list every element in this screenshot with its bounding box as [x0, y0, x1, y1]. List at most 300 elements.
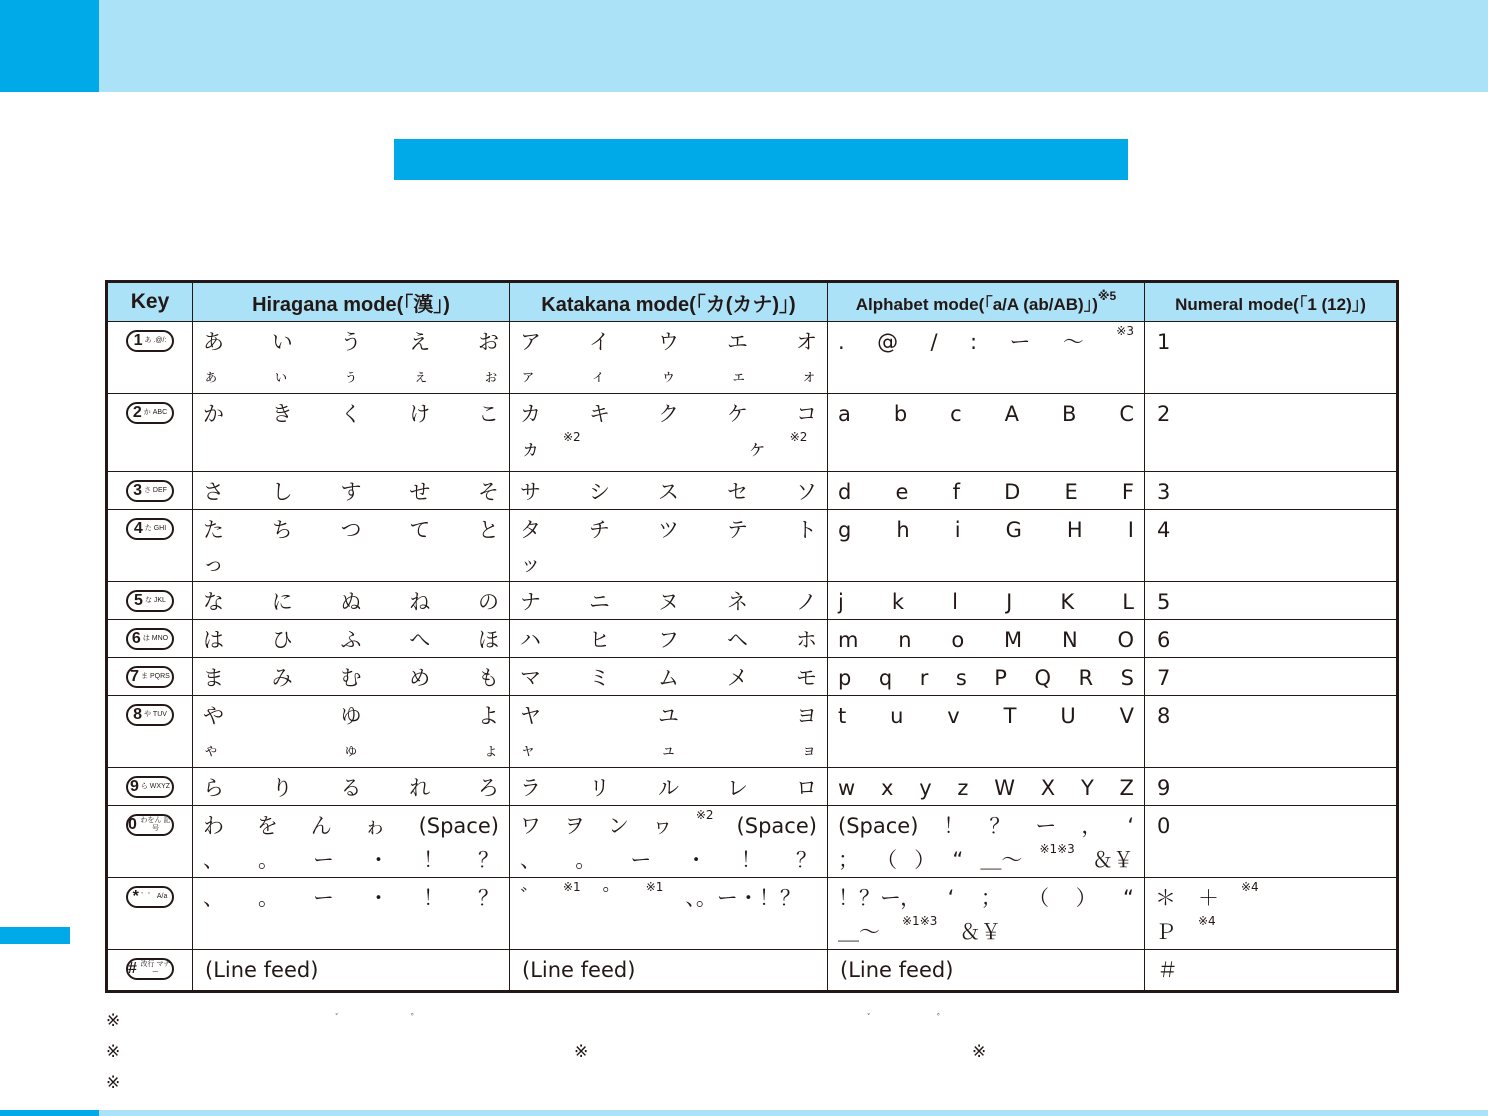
char-line — [203, 325, 499, 359]
char: や — [203, 704, 224, 728]
header-tab — [0, 0, 99, 92]
char: も — [478, 666, 499, 690]
alphabet-cell — [828, 878, 1145, 950]
note-mark: ※1 — [563, 880, 581, 894]
cell-content — [193, 394, 509, 431]
key-sublabel: ら WXYZ — [140, 783, 171, 790]
char: Q — [1034, 666, 1051, 690]
key-3-icon — [126, 480, 174, 502]
char: サ — [520, 480, 541, 504]
key-sublabel: な JKL — [144, 597, 166, 604]
char: を — [256, 814, 278, 838]
char: ぃ — [272, 366, 289, 385]
hiragana-cell — [193, 394, 510, 472]
alphabet-cell — [828, 582, 1145, 620]
cell-content — [510, 394, 827, 465]
key-number: 3 — [133, 482, 142, 499]
char: ＆￥ — [1091, 848, 1134, 872]
key-8-icon — [126, 704, 174, 726]
key-number: 8 — [133, 706, 142, 723]
char: な — [203, 590, 224, 614]
char: ゥ — [660, 366, 677, 385]
char-line — [203, 699, 499, 733]
char: ！ — [423, 848, 444, 872]
hiragana-cell — [193, 620, 510, 658]
char: ！？ー， — [838, 886, 922, 910]
note-mark: ※2 — [563, 430, 581, 444]
dakuten-mark: ゛ — [867, 1014, 877, 1024]
char: ル — [658, 776, 679, 800]
katakana-cell — [510, 582, 828, 620]
char: g — [838, 518, 852, 542]
cell-content — [828, 394, 1144, 431]
header-hiragana: Hiragana mode(「漢」) — [193, 282, 510, 322]
key-sublabel: さ DEF — [143, 487, 167, 494]
alphabet-cell — [828, 510, 1145, 582]
char: u — [890, 704, 904, 728]
cell-content — [193, 878, 509, 915]
table-row — [107, 950, 1398, 992]
char-line — [203, 881, 499, 915]
char: ァ — [520, 366, 537, 385]
cell-content — [193, 472, 509, 509]
char: ィ — [590, 366, 607, 385]
char: ー — [1009, 330, 1031, 354]
char-line — [203, 661, 499, 695]
char: ぅ — [342, 366, 359, 385]
char-line — [203, 623, 499, 657]
footer-band — [0, 1110, 1488, 1116]
char: ゛ — [520, 886, 541, 910]
char: l — [952, 590, 959, 614]
key-cell — [107, 768, 193, 806]
char: の — [478, 590, 499, 614]
char: は — [203, 628, 224, 652]
char: ネ — [727, 590, 748, 614]
char: ！ — [943, 814, 965, 838]
char: k — [891, 590, 905, 614]
char: し — [271, 480, 293, 504]
char: e — [895, 480, 909, 504]
cell-content — [193, 620, 509, 657]
char: ； — [838, 848, 859, 872]
cell-content — [828, 878, 1144, 949]
hiragana-cell — [193, 806, 510, 878]
char: G — [1005, 518, 1022, 542]
char-line — [520, 843, 817, 877]
char: x — [880, 776, 894, 800]
char: ホ — [796, 628, 817, 652]
char: さ — [203, 480, 224, 504]
char-line — [520, 661, 817, 695]
char: ソ — [796, 480, 817, 504]
hiragana-cell — [193, 658, 510, 696]
char: つ — [340, 518, 362, 542]
key-number: # — [128, 960, 137, 977]
char: （ — [876, 848, 898, 872]
key-6-icon — [126, 628, 174, 650]
key-number: 1 — [133, 332, 143, 349]
char: ラ — [520, 776, 541, 800]
char-line — [838, 623, 1134, 657]
char: へ — [409, 628, 431, 652]
numeral-value: 8 — [1157, 704, 1171, 728]
char: ＿～ — [980, 848, 1023, 872]
cell-content — [1145, 878, 1396, 949]
char: f — [952, 480, 960, 504]
key-7-icon — [126, 666, 174, 688]
hiragana-cell — [193, 878, 510, 950]
side-index-tab — [0, 927, 70, 944]
char: ＋ — [1198, 886, 1219, 910]
numeral-value: 1 — [1157, 330, 1171, 354]
cell-content — [828, 510, 1144, 547]
char: テ — [727, 518, 748, 542]
table-row — [107, 658, 1398, 696]
character-assignment-table — [105, 280, 1399, 993]
char: ゎ — [364, 814, 386, 838]
cell-content — [828, 620, 1144, 657]
numeral-value: 5 — [1157, 590, 1171, 614]
key-cell — [107, 510, 193, 582]
char: (Space) — [418, 814, 499, 838]
char-line — [520, 881, 817, 915]
char: E — [1064, 480, 1078, 504]
char: ？ — [478, 848, 499, 872]
char: い — [271, 330, 293, 354]
char: p — [838, 666, 852, 690]
char: そ — [478, 480, 499, 504]
cell-content — [510, 472, 827, 509]
char: ら — [203, 776, 224, 800]
cell-content — [510, 620, 827, 657]
char: ヵ — [520, 436, 541, 460]
line-feed-text: (Line feed) — [840, 958, 954, 982]
char: L — [1122, 590, 1134, 614]
char: れ — [409, 776, 431, 800]
char: ぉ — [482, 366, 499, 385]
key-number: 0 — [128, 816, 137, 833]
header-katakana: Katakana mode(「カ(カナ)」) — [510, 282, 828, 322]
char: こ — [478, 402, 499, 426]
char: m — [838, 628, 859, 652]
key-cell — [107, 582, 193, 620]
table-row — [107, 394, 1398, 472]
char: お — [478, 330, 499, 354]
char: マ — [520, 666, 541, 690]
char-line — [838, 585, 1134, 619]
char: ょ — [482, 740, 499, 759]
char: r — [919, 666, 929, 690]
char: け — [409, 402, 431, 426]
char: ツ — [658, 518, 679, 542]
cell-content — [510, 878, 827, 915]
char: ッ — [520, 552, 541, 576]
char: ォ — [800, 366, 817, 385]
char-line — [1155, 881, 1386, 915]
footnote-mark: ※ — [106, 1011, 121, 1031]
numeral-value: 9 — [1157, 776, 1171, 800]
key-cell — [107, 620, 193, 658]
char: O — [1117, 628, 1134, 652]
char: d — [838, 480, 852, 504]
key-number: 2 — [132, 404, 142, 421]
key-#-icon — [126, 958, 174, 980]
char: ん — [310, 814, 332, 838]
char-line — [838, 661, 1134, 695]
char: B — [1061, 402, 1077, 426]
char: 。 — [258, 886, 279, 910]
char: シ — [589, 480, 610, 504]
cell-content — [193, 582, 509, 619]
char: ‘ — [1127, 814, 1134, 838]
char-line — [838, 915, 1134, 949]
key-number: 6 — [131, 630, 141, 647]
key-sublabel: や TUV — [143, 711, 167, 718]
char: せ — [409, 480, 431, 504]
alphabet-cell — [828, 620, 1145, 658]
char: ゅ — [342, 740, 359, 759]
char: チ — [589, 518, 610, 542]
cell-content — [828, 472, 1144, 509]
section-title-bar — [394, 139, 1128, 180]
char: ン — [607, 814, 629, 838]
table-row — [107, 620, 1398, 658]
char: ヌ — [658, 590, 679, 614]
char-line — [520, 623, 817, 657]
footnote-4: ※ — [972, 1042, 987, 1062]
key-sublabel: ま PQRS — [141, 673, 170, 680]
char: き — [271, 402, 293, 426]
numeral-value: 3 — [1157, 480, 1171, 504]
char: ， — [1081, 814, 1103, 838]
handakuten-mark: ゜ — [937, 1014, 947, 1024]
char: く — [340, 402, 362, 426]
char: ま — [203, 666, 224, 690]
footnote-1 — [106, 1006, 947, 1037]
char: 、。ー・！？ — [685, 886, 801, 910]
numeral-cell — [1145, 806, 1398, 878]
alphabet-cell — [828, 472, 1145, 510]
char-line — [203, 585, 499, 619]
header-alphabet-note: ※5 — [1097, 288, 1117, 303]
char: フ — [658, 628, 679, 652]
char: ） — [1075, 886, 1097, 910]
cell-content — [510, 322, 827, 393]
key-cell — [107, 658, 193, 696]
char: Ｐ — [1155, 920, 1176, 944]
char: よ — [478, 704, 499, 728]
numeral-value: 0 — [1157, 814, 1171, 838]
char: c — [950, 402, 962, 426]
char: ‘ — [947, 886, 955, 910]
char: カ — [520, 402, 541, 426]
char: ヤ — [520, 704, 541, 728]
char: キ — [589, 402, 610, 426]
hiragana-cell — [193, 510, 510, 582]
char: h — [896, 518, 910, 542]
header-alphabet-label: Alphabet mode(「a/A (ab/AB)」) — [855, 294, 1098, 314]
char-line — [203, 843, 499, 877]
alphabet-cell — [828, 394, 1145, 472]
char: Y — [1080, 776, 1094, 800]
char-line — [838, 771, 1134, 805]
hiragana-cell — [193, 582, 510, 620]
char: ニ — [589, 590, 610, 614]
footer-tab — [0, 1110, 99, 1116]
katakana-cell — [510, 768, 828, 806]
char: s — [955, 666, 967, 690]
cell-content — [828, 658, 1144, 695]
char: タ — [520, 518, 541, 542]
char: ぇ — [412, 366, 429, 385]
char: H — [1066, 518, 1083, 542]
key-number: 9 — [129, 778, 139, 795]
cell-content — [510, 696, 827, 767]
char: ト — [796, 518, 817, 542]
char: ゆ — [340, 704, 362, 728]
numeral-value: 7 — [1157, 666, 1171, 690]
char: ； — [980, 886, 1002, 910]
char-line — [203, 475, 499, 509]
char: . — [838, 330, 845, 354]
char: y — [919, 776, 932, 800]
char-line — [838, 881, 1134, 915]
note-mark: ※1※3 — [902, 914, 938, 928]
char: ェ — [730, 366, 747, 385]
numeral-cell — [1145, 620, 1398, 658]
char: ノ — [796, 590, 817, 614]
note-mark: ※2 — [695, 808, 714, 822]
char: コ — [796, 402, 817, 426]
char: P — [994, 666, 1007, 690]
char: C — [1119, 402, 1134, 426]
char: ふ — [340, 628, 362, 652]
char: ＊ — [1155, 886, 1176, 910]
char: み — [271, 666, 293, 690]
header-numeral: Numeral mode(「1 (12)」) — [1145, 282, 1398, 322]
char: ュ — [660, 740, 677, 759]
char: ・ — [368, 886, 389, 910]
char: ・ — [685, 848, 707, 872]
char: o — [951, 628, 965, 652]
char: n — [898, 628, 912, 652]
char: @ — [877, 330, 899, 354]
hiragana-cell — [193, 768, 510, 806]
key-*-icon — [126, 886, 174, 908]
char-line — [1155, 915, 1386, 949]
char: V — [1119, 704, 1134, 728]
char: X — [1040, 776, 1056, 800]
char: 、 — [203, 886, 224, 910]
char: ー — [1035, 814, 1057, 838]
char: ー — [630, 848, 652, 872]
char: A — [1004, 402, 1019, 426]
char: ロ — [796, 776, 817, 800]
header-key: Key — [107, 282, 193, 322]
char-line — [838, 325, 1134, 359]
hiragana-cell — [193, 322, 510, 394]
char: ひ — [271, 628, 293, 652]
numeral-cell — [1145, 394, 1398, 472]
cell-content — [193, 658, 509, 695]
char-line — [520, 431, 817, 465]
char: オ — [796, 330, 817, 354]
char: ウ — [658, 330, 679, 354]
key-sublabel: は MNO — [142, 635, 169, 642]
key-sublabel: か ABC — [143, 409, 168, 416]
char: w — [838, 776, 856, 800]
char: j — [838, 590, 844, 614]
cell-content — [193, 322, 509, 393]
katakana-cell — [510, 394, 828, 472]
key-sublabel: あ .@/: — [144, 337, 167, 344]
key-cell — [107, 806, 193, 878]
char-line — [203, 513, 499, 547]
numeral-cell — [1145, 878, 1398, 950]
char: ナ — [520, 590, 541, 614]
char: モ — [796, 666, 817, 690]
key-cell — [107, 472, 193, 510]
char: T — [1003, 704, 1017, 728]
char-line — [203, 771, 499, 805]
cell-content — [828, 806, 1144, 877]
cell-content — [510, 806, 827, 877]
numeral-value: 6 — [1157, 628, 1171, 652]
char: q — [878, 666, 893, 690]
char: (Space) — [736, 814, 817, 838]
char: り — [271, 776, 293, 800]
alphabet-cell — [828, 768, 1145, 806]
char: ヘ — [727, 628, 748, 652]
char: (Space) — [838, 814, 919, 838]
char: か — [203, 402, 224, 426]
alphabet-cell — [828, 806, 1145, 878]
char: v — [947, 704, 960, 728]
hiragana-cell — [193, 696, 510, 768]
char: ム — [658, 666, 679, 690]
char-line — [838, 809, 1134, 843]
char: : — [969, 330, 978, 354]
cell-content — [510, 510, 827, 581]
char: ー — [313, 848, 334, 872]
char-line — [838, 843, 1134, 877]
cell-content — [510, 768, 827, 805]
char-line — [838, 699, 1134, 733]
char: る — [340, 776, 362, 800]
char: ・ — [368, 848, 389, 872]
char: わ — [203, 814, 224, 838]
char: に — [271, 590, 293, 614]
char-line — [203, 547, 499, 581]
char: b — [893, 402, 908, 426]
numeral-value: ＃ — [1157, 958, 1178, 982]
char: W — [994, 776, 1015, 800]
cell-content — [193, 510, 509, 581]
numeral-cell — [1145, 582, 1398, 620]
char: / — [930, 330, 938, 354]
key-cell — [107, 696, 193, 768]
katakana-cell — [510, 658, 828, 696]
key-sublabel: 改行 マナー — [140, 961, 171, 976]
char-line — [520, 359, 817, 393]
char: 。 — [575, 848, 597, 872]
key-4-icon — [126, 518, 174, 540]
char: め — [409, 666, 431, 690]
char: ！ — [423, 886, 444, 910]
cell-content — [828, 696, 1144, 733]
numeral-cell — [1145, 322, 1398, 394]
